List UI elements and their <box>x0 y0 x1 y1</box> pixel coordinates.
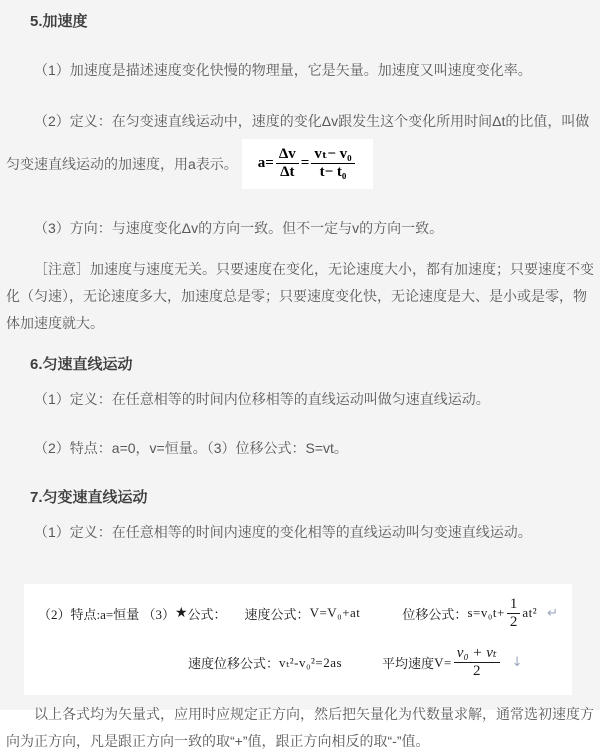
formula-box-row-2 <box>38 645 558 681</box>
closing-note-paragraph: 以上各式均为矢量式，应用时应规定正方向，然后把矢量化为代数量求解，通常选初速度方向为正方向，凡是跟正方向一致的取“+”值，跟正方向相反的取“-”值。 <box>6 705 594 749</box>
sec7-formula-box <box>24 584 572 695</box>
section-7-heading: 7.匀变速直线运动 <box>30 488 148 506</box>
sec7-point-1: （1）定义：在任意相等的时间内速度的变化相等的直线运动叫匀变速直线运动。 <box>34 523 532 540</box>
speed-formula: V=V₀+at <box>309 605 361 621</box>
speed-formula-label: 速度公式： <box>244 606 310 622</box>
formula-equals: = <box>300 155 310 172</box>
sec5-point-3: （3）方向：与速度变化Δv的方向一致。但不一定与v的方向一致。 <box>34 219 444 236</box>
fraction-denominator: 2 <box>509 613 518 630</box>
velocity-displacement-label: 速度位移公式： <box>188 656 280 672</box>
displacement-formula-post: at² <box>522 605 538 621</box>
sec5-point-2-continuation <box>6 139 594 189</box>
one-half-fraction <box>507 596 521 632</box>
down-arrow-mark-icon: ↓ <box>511 655 523 671</box>
fraction-denominator: t− t₀ <box>319 164 347 181</box>
average-speed-fraction <box>454 645 500 681</box>
box-features-label: （2）特点:a=恒量 （3） <box>38 606 175 622</box>
fraction-numerator: v₀ + vₜ <box>454 645 500 663</box>
fraction-numerator: vₜ− v₀ <box>311 146 354 164</box>
velocity-difference-fraction <box>311 146 354 182</box>
fraction-denominator: 2 <box>472 663 481 680</box>
formula-lhs: a= <box>257 155 274 172</box>
sec5-note-paragraph: ［注意］加速度与速度无关。只要速度在变化，无论速度大小，都有加速度；只要速度不变化（匀速），无论速度多大，加速度总是零；只要速度变化快，无论速度是大、是小或是零，物体加速度就大。 <box>6 260 594 331</box>
fraction-numerator: Δv <box>276 146 299 164</box>
average-speed-label: 平均速度 <box>382 656 435 672</box>
star-icon: ★ <box>174 605 188 621</box>
fraction-numerator: 1 <box>507 596 521 614</box>
delta-v-over-delta-t-fraction <box>276 146 299 182</box>
velocity-displacement-formula: vₜ²-v₀²=2as <box>279 654 343 670</box>
sec5-point-1: （1）加速度是描述速度变化快慢的物理量，它是矢量。加速度又叫速度变化率。 <box>34 62 532 78</box>
displacement-formula-pre: s=v₀t+ <box>467 605 505 621</box>
return-mark-icon: ↵ <box>547 605 558 621</box>
formula-box-row-1 <box>38 596 558 632</box>
acceleration-formula-image <box>242 139 373 189</box>
section-5-heading: 5.加速度 <box>30 13 88 30</box>
sec6-points-2-3: （2）特点：a=0，v=恒量。（3）位移公式：S=vt。 <box>34 439 348 456</box>
sec5-point-2-line2: 匀变速直线运动的加速度，用a表示。 <box>6 155 238 172</box>
fraction-denominator: Δt <box>280 164 295 181</box>
displacement-formula-label: 位移公式： <box>402 606 468 622</box>
box-formulas-label: 公式： <box>187 606 227 622</box>
sec5-point-2-line1: （2）定义：在匀变速直线运动中，速度的变化Δv跟发生这个变化所用时间Δt的比值，叫做 <box>34 113 590 129</box>
section-6-heading: 6.匀速直线运动 <box>30 355 133 373</box>
sec6-point-1: （1）定义：在任意相等的时间内位移相等的直线运动叫做匀速直线运动。 <box>34 390 490 407</box>
average-speed-pre: V= <box>434 654 452 670</box>
